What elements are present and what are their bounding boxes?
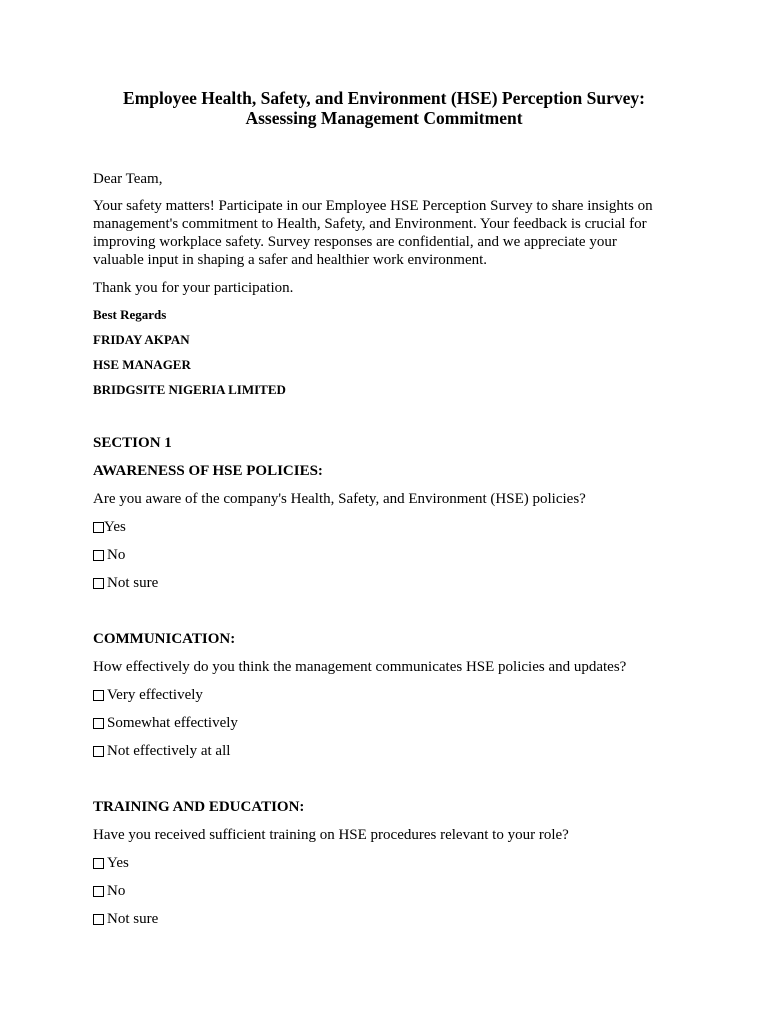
closing: Best Regards: [93, 307, 167, 322]
option-row[interactable]: [93, 574, 158, 592]
checkbox[interactable]: [93, 550, 104, 561]
question-heading: TRAINING AND EDUCATION:: [93, 799, 305, 815]
signatory-company: BRIDGSITE NIGERIA LIMITED: [93, 382, 286, 397]
option-label: Not effectively at all: [107, 743, 231, 759]
intro-line: management's commitment to Health, Safety, and Environment. Your feedback is crucial for: [93, 216, 647, 232]
intro-line: valuable input in shaping a safer and healthier work environment.: [93, 252, 488, 268]
question-text: Have you received sufficient training on HSE procedures relevant to your role?: [93, 827, 569, 843]
question-heading: AWARENESS OF HSE POLICIES:: [93, 463, 323, 479]
checkbox[interactable]: [93, 522, 104, 533]
question-text: How effectively do you think the management communicates HSE policies and updates?: [93, 659, 627, 675]
greeting: Dear Team,: [93, 171, 163, 187]
option-row[interactable]: [93, 854, 129, 872]
intro-line: improving workplace safety. Survey responses are confidential, and we appreciate your: [93, 234, 617, 250]
option-label: Yes: [104, 519, 126, 535]
signatory-role: HSE MANAGER: [93, 357, 191, 372]
option-label: Somewhat effectively: [107, 715, 238, 731]
option-row[interactable]: [93, 910, 158, 928]
option-row[interactable]: [93, 686, 203, 704]
thanks-line: Thank you for your participation.: [93, 280, 294, 296]
survey-title-line-2: Assessing Management Commitment: [245, 108, 523, 128]
question-text: Are you aware of the company's Health, Safety, and Environment (HSE) policies?: [93, 491, 586, 507]
checkbox[interactable]: [93, 690, 104, 701]
option-row[interactable]: [93, 714, 238, 732]
checkbox[interactable]: [93, 858, 104, 869]
option-row[interactable]: [93, 882, 125, 900]
checkbox[interactable]: [93, 578, 104, 589]
option-row[interactable]: [93, 742, 230, 760]
option-label: No: [107, 883, 126, 899]
option-row[interactable]: [93, 546, 125, 564]
question-heading: COMMUNICATION:: [93, 631, 236, 647]
intro-line: Your safety matters! Participate in our Employee HSE Perception Survey to share insights on: [93, 198, 653, 214]
option-label: Not sure: [107, 911, 159, 927]
option-label: Yes: [107, 855, 129, 871]
survey-title: [60, 88, 708, 128]
section-label: SECTION 1: [93, 435, 172, 451]
survey-title-line-1: Employee Health, Safety, and Environment (HSE) Perception Survey:: [123, 88, 645, 108]
checkbox[interactable]: [93, 914, 104, 925]
option-label: No: [107, 547, 126, 563]
option-row[interactable]: [93, 518, 126, 536]
checkbox[interactable]: [93, 886, 104, 897]
checkbox[interactable]: [93, 746, 104, 757]
checkbox[interactable]: [93, 718, 104, 729]
signatory-name: FRIDAY AKPAN: [93, 332, 190, 347]
intro-paragraph: [93, 197, 683, 269]
option-label: Very effectively: [107, 687, 203, 703]
option-label: Not sure: [107, 575, 159, 591]
